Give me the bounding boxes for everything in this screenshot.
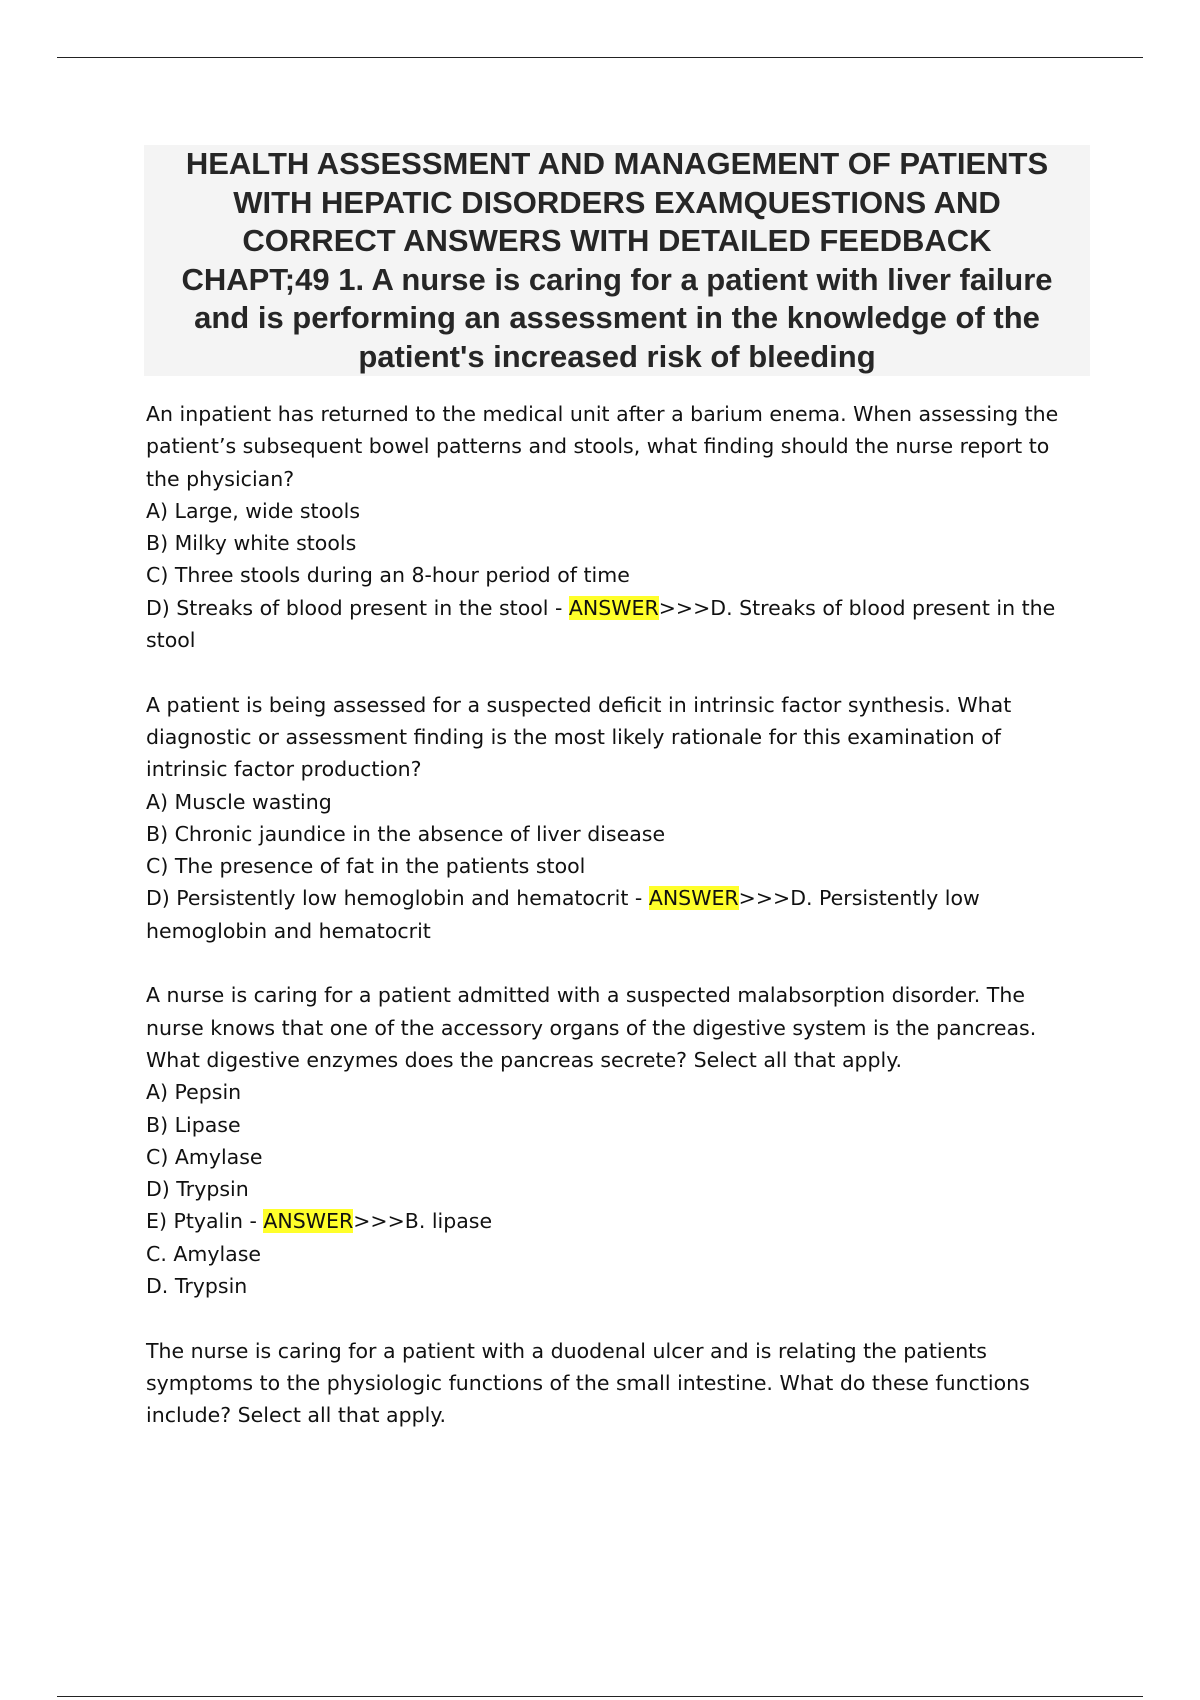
document-title (144, 145, 1090, 376)
answer-option: B) Chronic jaundice in the absence of liver disease (146, 821, 666, 846)
answer-option-text: E) Ptyalin - (146, 1209, 264, 1234)
question-block (146, 689, 1096, 947)
title-line: HEALTH ASSESSMENT AND MANAGEMENT OF PATIENTS (185, 146, 1049, 181)
answer-option: A) Muscle wasting (146, 789, 332, 814)
answer-option-text: D) Persistently low hemoglobin and hematocrit - (146, 886, 649, 911)
answer-option: B) Milky white stools (146, 531, 357, 556)
questions-body (146, 398, 1096, 1432)
title-line: and is performing an assessment in the knowledge of the (194, 300, 1040, 335)
question-stem-line: diagnostic or assessment finding is the most likely rationale for this examination of (146, 724, 1001, 749)
answer-option: A) Large, wide stools (146, 498, 361, 523)
answer-option: A) Pepsin (146, 1080, 242, 1105)
answer-highlight: ANSWER (568, 595, 659, 620)
question-stem-line: symptoms to the physiologic functions of the small intestine. What do these functions (146, 1370, 1030, 1395)
spacer (146, 1302, 1096, 1334)
answer-option-with-key (146, 882, 1096, 914)
question-stem-line: the physician? (146, 466, 295, 491)
question-stem-line: What digestive enzymes does the pancreas secrete? Select all that apply. (146, 1047, 902, 1072)
answer-option: C) The presence of fat in the patients stool (146, 854, 586, 879)
answer-continuation: C. Amylase (146, 1241, 262, 1266)
question-block (146, 979, 1096, 1302)
title-line: patient's increased risk of bleeding (358, 338, 876, 374)
answer-continuation: D. Trypsin (146, 1274, 248, 1299)
question-stem-line: nurse knows that one of the accessory organs of the digestive system is the pancreas. (146, 1015, 1037, 1040)
answer-text: >>>D. Persistently low (738, 886, 980, 911)
answer-continuation: hemoglobin and hematocrit (146, 918, 431, 943)
title-line: CORRECT ANSWERS WITH DETAILED FEEDBACK (242, 223, 992, 258)
question-stem-line: The nurse is caring for a patient with a duodenal ulcer and is relating the patients (146, 1338, 987, 1363)
answer-highlight: ANSWER (263, 1209, 354, 1234)
top-rule (57, 57, 1143, 58)
question-block (146, 1335, 1096, 1432)
question-stem-line: intrinsic factor production? (146, 757, 422, 782)
answer-option-with-key (146, 592, 1096, 624)
title-line: CHAPT;49 1. A nurse is caring for a patient with liver failure (181, 261, 1053, 297)
question-stem-line: An inpatient has returned to the medical unit after a barium enema. When assessing the (146, 402, 1059, 426)
question-stem-line: include? Select all that apply. (146, 1403, 447, 1428)
answer-option: B) Lipase (146, 1112, 241, 1137)
bottom-rule (57, 1696, 1143, 1697)
answer-text: >>>D. Streaks of blood present in the (658, 595, 1056, 620)
question-stem-line: A nurse is caring for a patient admitted with a suspected malabsorption disorder. The (146, 983, 1025, 1008)
answer-continuation: stool (146, 628, 196, 653)
answer-highlight: ANSWER (648, 886, 739, 911)
question-stem-line: patient’s subsequent bowel patterns and stools, what finding should the nurse report to (146, 434, 1050, 459)
answer-text: >>>B. lipase (353, 1209, 493, 1234)
spacer (146, 947, 1096, 979)
question-block (146, 398, 1096, 656)
answer-option: C) Amylase (146, 1144, 263, 1169)
answer-option-with-key (146, 1205, 1096, 1237)
answer-option-text: D) Streaks of blood present in the stool - (146, 595, 569, 620)
spacer (146, 656, 1096, 688)
answer-option: D) Trypsin (146, 1177, 249, 1202)
question-stem-line: A patient is being assessed for a suspected deficit in intrinsic factor synthesis. What (146, 692, 1012, 717)
answer-option: C) Three stools during an 8-hour period of time (146, 563, 630, 588)
title-line: WITH HEPATIC DISORDERS EXAMQUESTIONS AND (233, 184, 1001, 220)
